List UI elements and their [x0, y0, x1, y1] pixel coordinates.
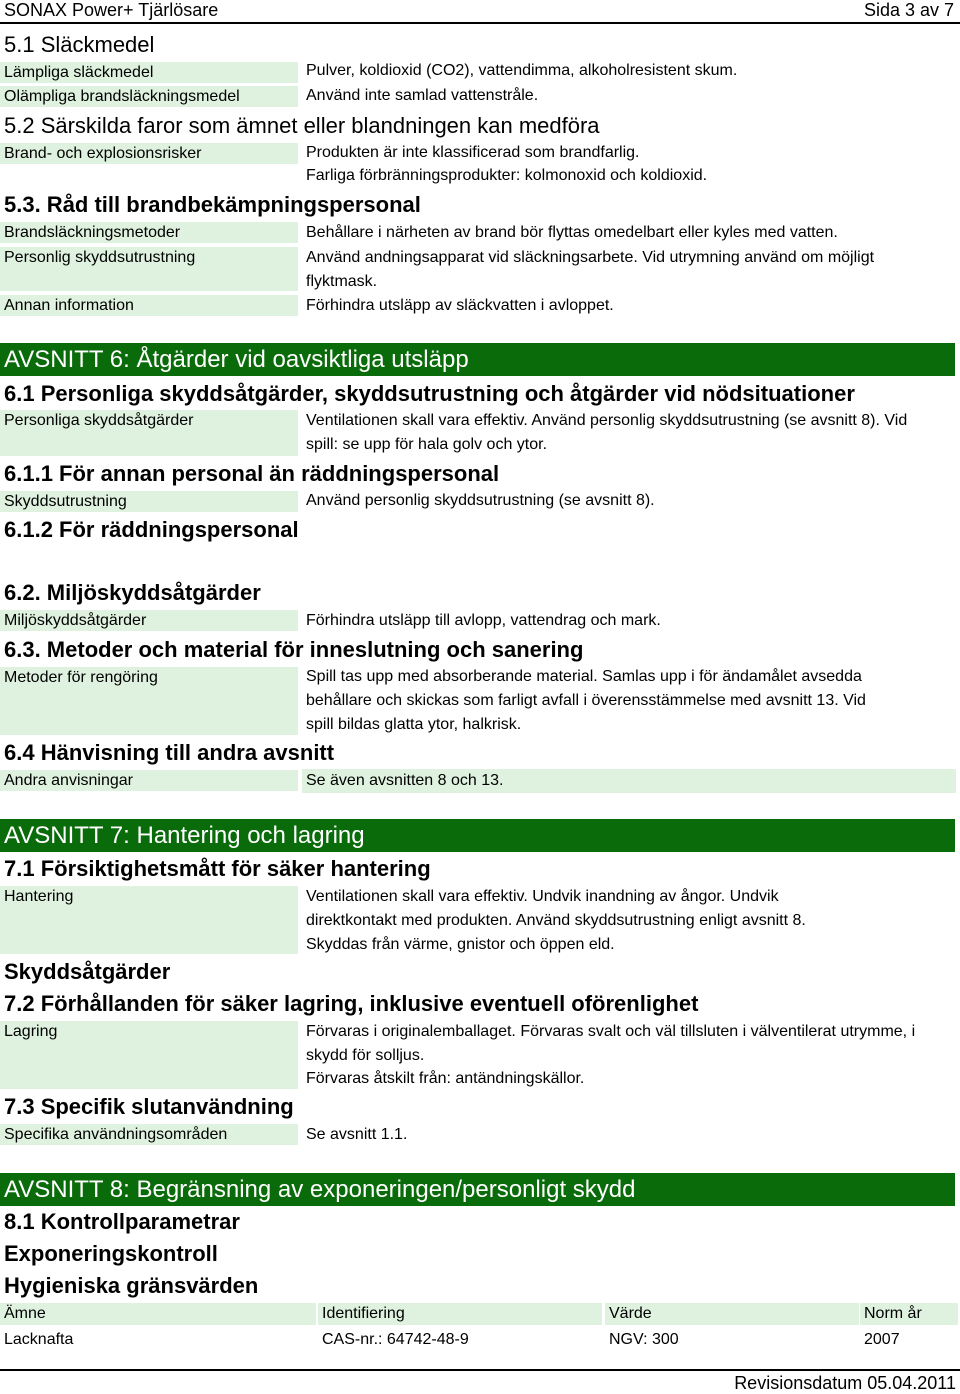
table-cell-amne: Lacknafta: [4, 1331, 74, 1348]
heading-5-2: 5.2 Särskilda faror som ämnet eller blandningen kan medföra: [4, 113, 600, 138]
value-lagring-1: Förvaras i originalemballaget. Förvaras svalt och väl tillsluten i välventilerat utrymme, i skydd för solljus.: [306, 1023, 916, 1064]
header-rule: [0, 22, 960, 24]
label-lampliga-slackmedel: Lämpliga släckmedel: [0, 62, 298, 83]
value-brand-explosionsrisker-2: Farliga förbränningsprodukter: kolmonoxid och koldioxid.: [306, 167, 708, 184]
heading-7-1: 7.1 Försiktighetsmått för säker hantering: [4, 856, 431, 881]
value-brandslackningsmetoder: Behållare i närheten av brand bör flyttas omedelbart eller kyles med vatten.: [306, 224, 838, 241]
table-header-varde: Värde: [605, 1303, 859, 1325]
value-annan-information: Förhindra utsläpp av släckvatten i avloppet.: [306, 297, 614, 314]
table-header-amne: Ämne: [0, 1303, 316, 1325]
value-metoder-for-rengoring: Spill tas upp med absorberande material. Samlas upp i för ändamålet avsedda behållare och skickas som farligt avfall i överensstämmelse med avsnitt 13. Vid spill bildas glatta ytor, halkrisk.: [306, 668, 866, 733]
label-annan-information: Annan information: [0, 295, 298, 316]
value-lampliga-slackmedel: Pulver, koldioxid (CO2), vattendimma, alkoholresistent skum.: [306, 62, 738, 79]
table-header-norm-ar: Norm år: [860, 1303, 958, 1325]
heading-6-4: 6.4 Hänvisning till andra avsnitt: [4, 740, 335, 765]
heading-6-1-2: 6.1.2 För räddningspersonal: [4, 517, 299, 542]
value-olampliga-brandslackningsmedel: Använd inte samlad vattenstråle.: [306, 87, 539, 104]
heading-6-3: 6.3. Metoder och material för inneslutning och sanering: [4, 637, 584, 662]
section-8-title: AVSNITT 8: Begränsning av exponeringen/personligt skydd: [0, 1173, 955, 1206]
value-personliga-skyddsatgarder: Ventilationen skall vara effektiv. Använd personlig skyddsutrustning (se avsnitt 8). Vid spill: se upp för hala golv och ytor.: [306, 412, 908, 453]
heading-skyddsatgarder: Skyddsåtgärder: [4, 959, 171, 984]
section-6-title: AVSNITT 6: Åtgärder vid oavsiktliga utsläpp: [0, 343, 955, 376]
table-cell-norm-ar: 2007: [864, 1331, 900, 1348]
label-brandslackningsmetoder: Brandsläckningsmetoder: [0, 222, 298, 243]
label-hantering: Hantering: [0, 886, 298, 954]
label-specifika-anvandningsomraden: Specifika användningsområden: [0, 1124, 298, 1145]
heading-6-1: 6.1 Personliga skyddsåtgärder, skyddsutrustning och åtgärder vid nödsituationer: [4, 381, 855, 406]
value-miljoskyddsatgarder: Förhindra utsläpp till avlopp, vattendrag och mark.: [306, 612, 661, 629]
label-metoder-for-rengoring: Metoder för rengöring: [0, 667, 298, 735]
label-brand-explosionsrisker: Brand- och explosionsrisker: [0, 143, 298, 164]
label-personliga-skyddsatgarder: Personliga skyddsåtgärder: [0, 410, 298, 456]
footer-rule: [0, 1369, 960, 1371]
value-specifika-anvandningsomraden: Se avsnitt 1.1.: [306, 1126, 408, 1143]
table-cell-identifiering: CAS-nr.: 64742-48-9: [322, 1331, 469, 1348]
label-andra-anvisningar: Andra anvisningar: [0, 770, 298, 791]
document-title: SONAX Power+ Tjärlösare: [4, 0, 219, 20]
heading-5-3: 5.3. Råd till brandbekämpningspersonal: [4, 192, 421, 217]
heading-7-2: 7.2 Förhållanden för säker lagring, inklusive eventuell oförenlighet: [4, 991, 699, 1016]
table-header-identifiering: Identifiering: [318, 1303, 602, 1325]
heading-exponeringskontroll: Exponeringskontroll: [4, 1241, 218, 1266]
value-hantering: Ventilationen skall vara effektiv. Undvik inandning av ångor. Undvik direktkontakt med produkten. Använd skyddsutrustning enligt avsnitt 8. Skyddas från värme, gnistor och öppen eld.: [306, 888, 806, 953]
label-miljoskyddsatgarder: Miljöskyddsåtgärder: [0, 610, 298, 631]
label-olampliga-brandslackningsmedel: Olämpliga brandsläckningsmedel: [0, 86, 298, 107]
value-andra-anvisningar: Se även avsnitten 8 och 13.: [302, 769, 956, 793]
heading-7-3: 7.3 Specifik slutanvändning: [4, 1094, 294, 1119]
heading-6-2: 6.2. Miljöskyddsåtgärder: [4, 580, 261, 605]
value-skyddsutrustning: Använd personlig skyddsutrustning (se avsnitt 8).: [306, 492, 655, 509]
heading-hygieniska-gransvarden: Hygieniska gränsvärden: [4, 1273, 259, 1298]
label-lagring: Lagring: [0, 1021, 298, 1089]
heading-8-1: 8.1 Kontrollparametrar: [4, 1209, 240, 1234]
heading-5-1: 5.1 Släckmedel: [4, 32, 155, 57]
value-brand-explosionsrisker-1: Produkten är inte klassificerad som brandfarlig.: [306, 144, 640, 161]
heading-6-1-1: 6.1.1 För annan personal än räddningspersonal: [4, 461, 500, 486]
value-personlig-skyddsutrustning: Använd andningsapparat vid släckningsarbete. Vid utrymning använd om möjligt flyktmask.: [306, 249, 875, 290]
label-personlig-skyddsutrustning: Personlig skyddsutrustning: [0, 247, 298, 291]
page-number: Sida 3 av 7: [863, 0, 954, 20]
revision-date: Revisionsdatum 05.04.2011: [734, 1373, 956, 1393]
label-skyddsutrustning: Skyddsutrustning: [0, 491, 298, 512]
section-7-title: AVSNITT 7: Hantering och lagring: [0, 819, 955, 852]
table-cell-varde: NGV: 300: [609, 1331, 679, 1348]
value-lagring-2: Förvaras åtskilt från: antändningskällor.: [306, 1070, 585, 1087]
